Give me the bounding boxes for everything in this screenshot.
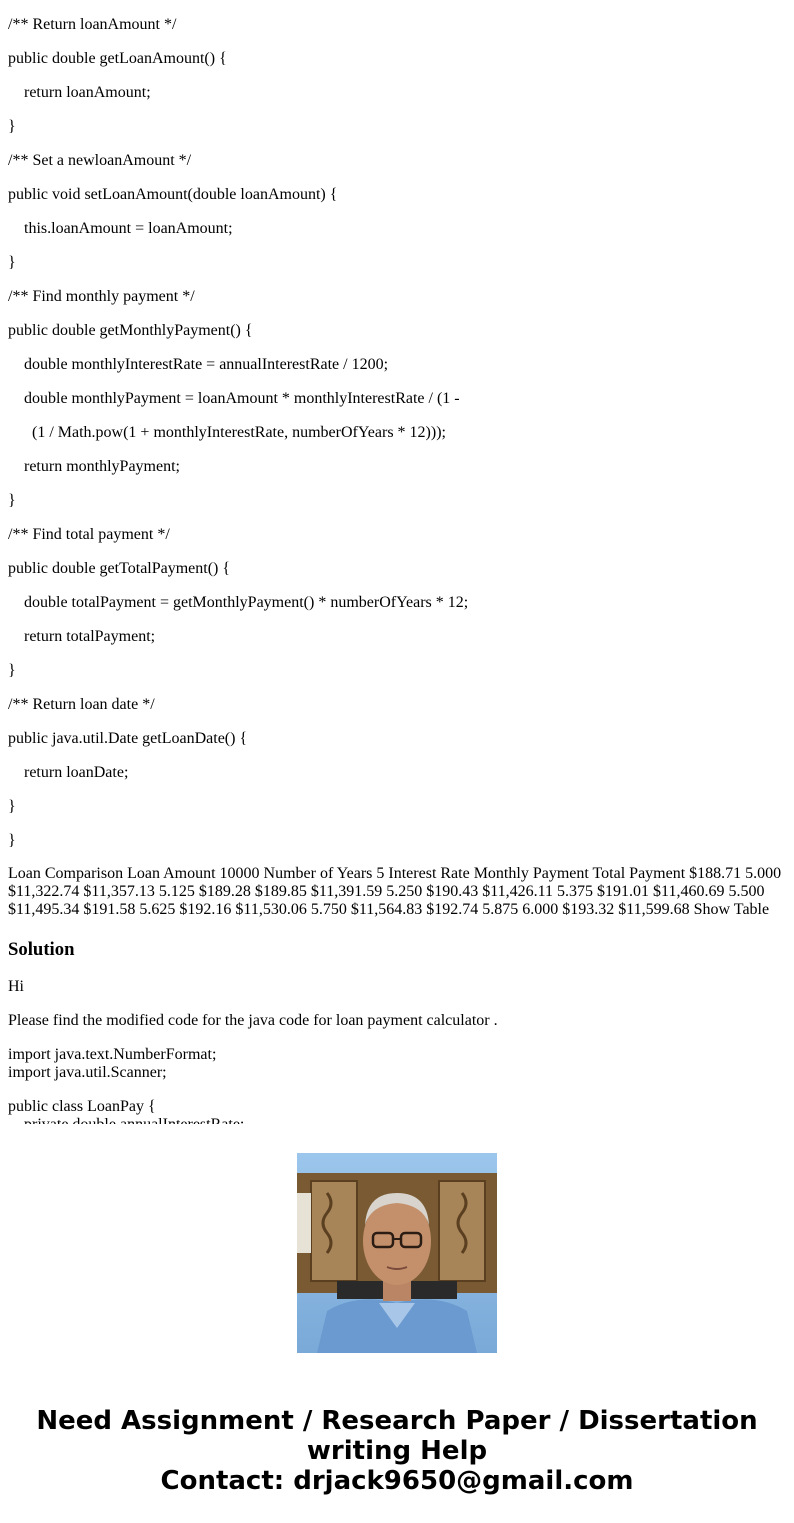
code-line: return totalPayment;	[24, 628, 156, 645]
code-line: /** Find total payment */	[8, 526, 170, 543]
promo-text	[0, 1406, 794, 1496]
answer-greeting: Hi	[8, 978, 24, 995]
code-line: double totalPayment = getMonthlyPayment() * numberOfYears * 12;	[24, 594, 469, 611]
promo-line: Need Assignment / Research Paper / Dissertation	[36, 1406, 758, 1436]
code-line: /** Return loanAmount */	[8, 16, 177, 33]
code-line: public java.util.Date getLoanDate() {	[8, 730, 248, 747]
answer-code-line: public class LoanPay {	[8, 1098, 156, 1115]
loan-comparison-summary: Loan Comparison Loan Amount 10000 Number of Years 5 Interest Rate Monthly Payment Total Payment $188.71 5.000 $11,322.74 $11,357.13 5.125 $189.28 $189.85 $11,391.59 5.250 $190.43 $11,426.11 5.375 $191.01 $11,460.69 5.500 $11,495.34 $191.58 5.625 $192.16 $11,530.06 5.750 $11,564.83 $192.74 5.875 6.000 $193.32 $11,599.68 Show Table	[8, 865, 782, 918]
code-line: }	[8, 662, 16, 679]
code-line: /** Return loan date */	[8, 696, 155, 713]
code-line: public double getTotalPayment() {	[8, 560, 231, 577]
promo-contact: Contact: drjack9650@gmail.com	[160, 1466, 634, 1496]
answer-code-line: import java.text.NumberFormat;	[8, 1046, 217, 1063]
code-line: public void setLoanAmount(double loanAmount) {	[8, 186, 338, 203]
answer-intro: Please find the modified code for the java code for loan payment calculator .	[8, 1012, 498, 1029]
code-line: /** Find monthly payment */	[8, 288, 195, 305]
code-line: double monthlyPayment = loanAmount * monthlyInterestRate / (1 -	[24, 390, 460, 407]
promo-line: writing Help	[306, 1436, 488, 1466]
code-line: return monthlyPayment;	[24, 458, 180, 475]
code-line: }	[8, 118, 16, 135]
code-line: }	[8, 832, 16, 849]
code-line: double monthlyInterestRate = annualInterestRate / 1200;	[24, 356, 389, 373]
code-line: public double getLoanAmount() {	[8, 50, 227, 67]
solution-heading: Solution	[8, 939, 75, 960]
answer-code-block	[8, 1046, 786, 1124]
code-line: public double getMonthlyPayment() {	[8, 322, 253, 339]
code-line: return loanAmount;	[24, 84, 151, 101]
code-line: }	[8, 254, 16, 271]
code-line: /** Set a newloanAmount */	[8, 152, 192, 169]
answer-code-line: import java.util.Scanner;	[8, 1064, 167, 1081]
author-photo-image	[297, 1153, 497, 1353]
code-line: }	[8, 492, 16, 509]
code-line: return loanDate;	[24, 764, 129, 781]
author-photo	[297, 1153, 497, 1353]
code-line: this.loanAmount = loanAmount;	[24, 220, 233, 237]
promo-banner	[0, 1124, 794, 1523]
code-line: (1 / Math.pow(1 + monthlyInterestRate, numberOfYears * 12)));	[32, 424, 446, 441]
code-line: }	[8, 798, 16, 815]
